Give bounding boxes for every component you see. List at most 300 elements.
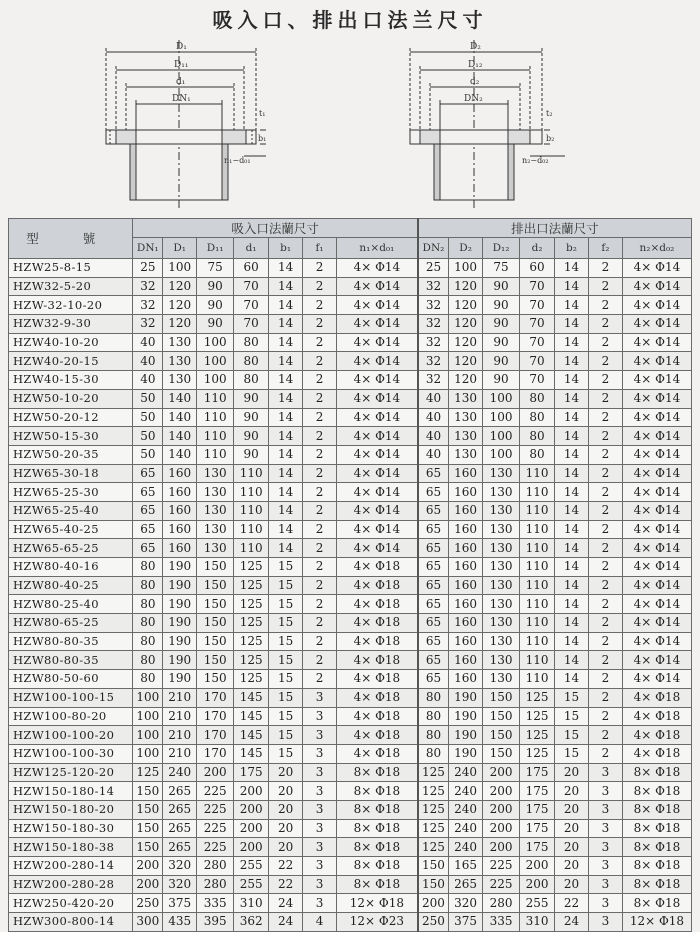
table-cell: 170 (197, 726, 234, 745)
table-cell: 3 (588, 913, 622, 932)
table-cell: 240 (449, 838, 483, 857)
table-cell: 130 (483, 670, 520, 689)
table-cell: 160 (449, 558, 483, 577)
table-cell: 265 (449, 875, 483, 894)
model-cell: HZW65-25-30 (9, 483, 133, 502)
column-header: D₁ (163, 238, 197, 259)
table-cell: 130 (449, 445, 483, 464)
table-cell: 14 (555, 296, 589, 315)
table-cell: 80 (133, 595, 163, 614)
table-cell: 3 (303, 744, 337, 763)
table-cell: 2 (303, 259, 337, 278)
table-row (9, 857, 692, 876)
table-cell: 15 (269, 726, 303, 745)
table-cell: 8× Φ18 (622, 857, 691, 876)
table-cell: 15 (269, 614, 303, 633)
table-cell: 20 (269, 782, 303, 801)
table-cell: 110 (234, 464, 269, 483)
table-cell: 120 (163, 315, 197, 334)
table-cell: 2 (588, 277, 622, 296)
table-cell: 3 (303, 782, 337, 801)
model-cell: HZW50-10-20 (9, 389, 133, 408)
table-cell: 200 (483, 763, 520, 782)
table-cell: 14 (269, 352, 303, 371)
model-cell: HZW200-280-14 (9, 857, 133, 876)
table-cell: 14 (555, 352, 589, 371)
table-cell: 110 (197, 389, 234, 408)
table-cell: 210 (163, 726, 197, 745)
table-cell: 4× Φ14 (622, 371, 691, 390)
table-row (9, 595, 692, 614)
table-cell: 190 (449, 744, 483, 763)
table-cell: 15 (269, 744, 303, 763)
table-cell: 8× Φ18 (336, 838, 417, 857)
table-row (9, 894, 692, 913)
suction-header: 吸入口法蘭尺寸 (133, 219, 418, 238)
table-cell: 4× Φ18 (336, 614, 417, 633)
table-cell: 8× Φ18 (336, 763, 417, 782)
table-row (9, 352, 692, 371)
table-cell: 14 (269, 315, 303, 334)
table-cell: 150 (133, 819, 163, 838)
table-cell: 14 (555, 371, 589, 390)
table-cell: 125 (418, 782, 449, 801)
table-cell: 200 (234, 782, 269, 801)
table-cell: 80 (520, 408, 555, 427)
table-cell: 130 (197, 501, 234, 520)
table-row (9, 371, 692, 390)
table-cell: 200 (234, 838, 269, 857)
table-cell: 125 (234, 651, 269, 670)
table-cell: 2 (588, 333, 622, 352)
table-cell: 65 (418, 651, 449, 670)
table-row (9, 763, 692, 782)
table-cell: 100 (197, 333, 234, 352)
table-cell: 8× Φ18 (622, 819, 691, 838)
table-cell: 200 (483, 782, 520, 801)
table-cell: 2 (303, 371, 337, 390)
model-cell: HZW80-40-25 (9, 576, 133, 595)
table-cell: 15 (269, 558, 303, 577)
table-cell: 3 (303, 726, 337, 745)
table-row (9, 744, 692, 763)
table-cell: 15 (269, 576, 303, 595)
table-cell: 4× Φ18 (622, 707, 691, 726)
table-cell: 210 (163, 707, 197, 726)
table-cell: 120 (163, 277, 197, 296)
table-cell: 320 (163, 875, 197, 894)
table-cell: 120 (449, 277, 483, 296)
table-cell: 200 (483, 838, 520, 857)
model-cell: HZW32-9-30 (9, 315, 133, 334)
table-cell: 14 (555, 520, 589, 539)
table-cell: 14 (555, 595, 589, 614)
table-cell: 80 (520, 389, 555, 408)
table-row (9, 688, 692, 707)
table-cell: 20 (555, 763, 589, 782)
table-cell: 14 (555, 389, 589, 408)
table-cell: 110 (520, 651, 555, 670)
table-cell: 265 (163, 800, 197, 819)
table-cell: 70 (520, 296, 555, 315)
model-cell: HZW50-20-12 (9, 408, 133, 427)
table-cell: 4× Φ18 (622, 726, 691, 745)
column-header: D₁₁ (197, 238, 234, 259)
table-cell: 265 (163, 838, 197, 857)
table-cell: 40 (418, 445, 449, 464)
table-cell: 140 (163, 408, 197, 427)
table-cell: 20 (555, 819, 589, 838)
table-cell: 3 (588, 894, 622, 913)
table-cell: 90 (483, 315, 520, 334)
table-cell: 170 (197, 688, 234, 707)
model-cell: HZW80-50-60 (9, 670, 133, 689)
table-cell: 130 (483, 483, 520, 502)
table-row (9, 259, 692, 278)
table-cell: 70 (520, 371, 555, 390)
table-cell: 200 (483, 800, 520, 819)
table-cell: 12× Φ23 (336, 913, 417, 932)
table-cell: 50 (133, 408, 163, 427)
table-cell: 130 (197, 464, 234, 483)
table-cell: 2 (303, 632, 337, 651)
dim-label-dn: DN₂ (464, 94, 483, 104)
table-cell: 100 (483, 445, 520, 464)
table-cell: 8× Φ18 (622, 782, 691, 801)
table-row (9, 483, 692, 502)
table-cell: 160 (449, 501, 483, 520)
table-cell: 8× Φ18 (622, 800, 691, 819)
table-cell: 125 (418, 819, 449, 838)
table-cell: 100 (133, 707, 163, 726)
model-cell: HZW40-20-15 (9, 352, 133, 371)
table-cell: 4× Φ14 (336, 352, 417, 371)
table-row (9, 558, 692, 577)
table-cell: 90 (483, 333, 520, 352)
table-cell: 110 (520, 539, 555, 558)
table-cell: 4× Φ14 (622, 445, 691, 464)
table-row (9, 277, 692, 296)
table-cell: 110 (234, 520, 269, 539)
table-row (9, 333, 692, 352)
table-cell: 2 (588, 726, 622, 745)
table-cell: 225 (197, 800, 234, 819)
table-cell: 2 (588, 315, 622, 334)
table-cell: 2 (588, 408, 622, 427)
model-cell: HZW300-800-14 (9, 913, 133, 932)
table-cell: 265 (163, 782, 197, 801)
table-cell: 4 (303, 913, 337, 932)
discharge-flange-diagram (400, 30, 570, 210)
column-header: d₁ (234, 238, 269, 259)
table-cell: 160 (163, 464, 197, 483)
table-cell: 150 (197, 651, 234, 670)
table-row (9, 408, 692, 427)
table-cell: 2 (588, 520, 622, 539)
table-cell: 90 (483, 352, 520, 371)
table-cell: 2 (588, 371, 622, 390)
table-cell: 3 (588, 763, 622, 782)
table-cell: 4× Φ14 (336, 539, 417, 558)
table-cell: 395 (197, 913, 234, 932)
table-cell: 80 (418, 726, 449, 745)
table-cell: 15 (269, 670, 303, 689)
table-cell: 2 (588, 614, 622, 633)
discharge-header: 排出口法蘭尺寸 (418, 219, 692, 238)
table-cell: 160 (163, 501, 197, 520)
table-cell: 14 (555, 427, 589, 446)
table-cell: 150 (418, 857, 449, 876)
table-cell: 4× Φ14 (622, 333, 691, 352)
table-cell: 8× Φ18 (336, 800, 417, 819)
table-cell: 90 (197, 315, 234, 334)
table-cell: 32 (133, 315, 163, 334)
table-cell: 160 (449, 632, 483, 651)
table-cell: 2 (588, 389, 622, 408)
table-row (9, 875, 692, 894)
table-cell: 65 (418, 576, 449, 595)
table-cell: 2 (303, 277, 337, 296)
table-cell: 190 (163, 595, 197, 614)
table-cell: 2 (303, 539, 337, 558)
table-cell: 130 (163, 371, 197, 390)
table-cell: 110 (520, 632, 555, 651)
table-cell: 130 (483, 651, 520, 670)
table-cell: 150 (483, 726, 520, 745)
dim-label-small-d: d₂ (470, 77, 480, 87)
table-cell: 4× Φ14 (622, 464, 691, 483)
table-cell: 130 (483, 539, 520, 558)
table-cell: 4× Φ18 (336, 576, 417, 595)
model-cell: HZW50-15-30 (9, 427, 133, 446)
table-cell: 175 (520, 838, 555, 857)
table-cell: 4× Φ18 (336, 595, 417, 614)
table-cell: 160 (449, 595, 483, 614)
model-cell: HZW65-40-25 (9, 520, 133, 539)
table-row (9, 651, 692, 670)
table-cell: 125 (418, 800, 449, 819)
table-cell: 80 (133, 614, 163, 633)
table-cell: 160 (449, 670, 483, 689)
table-cell: 150 (133, 800, 163, 819)
table-row (9, 464, 692, 483)
table-cell: 4× Φ14 (622, 520, 691, 539)
table-cell: 32 (418, 296, 449, 315)
table-cell: 2 (588, 651, 622, 670)
table-cell: 190 (449, 688, 483, 707)
table-cell: 4× Φ14 (622, 296, 691, 315)
table-cell: 75 (483, 259, 520, 278)
table-cell: 80 (234, 352, 269, 371)
table-cell: 32 (418, 315, 449, 334)
table-cell: 14 (269, 259, 303, 278)
table-cell: 4× Φ14 (622, 501, 691, 520)
table-cell: 4× Φ14 (336, 483, 417, 502)
table-cell: 3 (303, 763, 337, 782)
table-cell: 130 (449, 427, 483, 446)
model-cell: HZW250-420-20 (9, 894, 133, 913)
table-cell: 24 (555, 913, 589, 932)
table-cell: 70 (520, 333, 555, 352)
table-cell: 130 (483, 520, 520, 539)
model-cell: HZW65-65-25 (9, 539, 133, 558)
model-cell: HZW125-120-20 (9, 763, 133, 782)
table-cell: 20 (269, 800, 303, 819)
table-cell: 125 (234, 670, 269, 689)
table-cell: 3 (588, 857, 622, 876)
table-cell: 4× Φ14 (336, 315, 417, 334)
table-cell: 160 (449, 520, 483, 539)
table-cell: 125 (520, 744, 555, 763)
table-cell: 4× Φ18 (336, 707, 417, 726)
table-cell: 4× Φ14 (336, 259, 417, 278)
table-cell: 3 (303, 857, 337, 876)
model-cell: HZW100-100-30 (9, 744, 133, 763)
table-cell: 4× Φ14 (622, 408, 691, 427)
table-cell: 150 (133, 782, 163, 801)
table-cell: 15 (269, 651, 303, 670)
table-cell: 130 (197, 539, 234, 558)
table-cell: 250 (133, 894, 163, 913)
table-cell: 4× Φ14 (622, 558, 691, 577)
table-cell: 130 (483, 595, 520, 614)
table-cell: 14 (555, 483, 589, 502)
table-cell: 15 (269, 595, 303, 614)
table-cell: 90 (483, 277, 520, 296)
model-cell: HZW150-180-30 (9, 819, 133, 838)
column-header: n₂×d₀₂ (622, 238, 691, 259)
table-cell: 200 (234, 800, 269, 819)
table-cell: 4× Φ14 (622, 632, 691, 651)
table-cell: 170 (197, 707, 234, 726)
table-cell: 125 (234, 632, 269, 651)
table-cell: 175 (520, 782, 555, 801)
table-cell: 110 (520, 595, 555, 614)
table-cell: 14 (269, 371, 303, 390)
table-cell: 4× Φ14 (336, 501, 417, 520)
table-cell: 150 (418, 875, 449, 894)
table-cell: 100 (133, 744, 163, 763)
table-cell: 190 (163, 632, 197, 651)
table-cell: 20 (555, 875, 589, 894)
table-cell: 2 (303, 595, 337, 614)
table-cell: 14 (269, 296, 303, 315)
table-cell: 80 (234, 333, 269, 352)
table-cell: 70 (520, 277, 555, 296)
table-cell: 110 (520, 501, 555, 520)
table-cell: 160 (449, 464, 483, 483)
table-cell: 60 (520, 259, 555, 278)
table-cell: 130 (483, 501, 520, 520)
table-row (9, 632, 692, 651)
table-cell: 14 (555, 315, 589, 334)
table-cell: 14 (555, 464, 589, 483)
table-cell: 150 (197, 576, 234, 595)
table-cell: 210 (163, 744, 197, 763)
table-cell: 190 (163, 614, 197, 633)
table-cell: 80 (133, 576, 163, 595)
table-cell: 150 (197, 632, 234, 651)
table-cell: 20 (269, 763, 303, 782)
table-cell: 125 (234, 614, 269, 633)
table-cell: 120 (449, 371, 483, 390)
table-cell: 15 (555, 726, 589, 745)
model-cell: HZW40-15-30 (9, 371, 133, 390)
table-cell: 4× Φ14 (622, 315, 691, 334)
table-cell: 2 (588, 445, 622, 464)
table-cell: 80 (133, 651, 163, 670)
table-cell: 65 (133, 539, 163, 558)
table-cell: 120 (449, 315, 483, 334)
table-cell: 2 (303, 501, 337, 520)
table-cell: 280 (197, 857, 234, 876)
table-cell: 130 (197, 520, 234, 539)
dim-label-d1x: D₁₂ (468, 60, 483, 70)
table-cell: 160 (163, 539, 197, 558)
table-cell: 190 (163, 670, 197, 689)
table-cell: 160 (163, 483, 197, 502)
table-cell: 255 (234, 875, 269, 894)
table-cell: 435 (163, 913, 197, 932)
table-cell: 2 (588, 539, 622, 558)
table-row (9, 913, 692, 932)
table-cell: 265 (163, 819, 197, 838)
table-cell: 80 (418, 688, 449, 707)
table-cell: 65 (418, 670, 449, 689)
table-cell: 150 (133, 838, 163, 857)
table-cell: 4× Φ14 (336, 408, 417, 427)
table-cell: 300 (133, 913, 163, 932)
table-cell: 32 (418, 352, 449, 371)
table-cell: 2 (303, 670, 337, 689)
table-cell: 2 (588, 352, 622, 371)
table-cell: 14 (269, 333, 303, 352)
table-cell: 2 (303, 408, 337, 427)
table-cell: 15 (269, 632, 303, 651)
model-cell: HZW80-40-16 (9, 558, 133, 577)
table-cell: 120 (449, 296, 483, 315)
page-title: 吸入口、排出口法兰尺寸 (212, 8, 488, 32)
table-cell: 60 (234, 259, 269, 278)
table-cell: 4× Φ14 (336, 371, 417, 390)
table-cell: 2 (303, 352, 337, 371)
table-cell: 32 (418, 371, 449, 390)
table-cell: 110 (520, 576, 555, 595)
table-cell: 14 (269, 277, 303, 296)
model-cell: HZW150-180-38 (9, 838, 133, 857)
table-cell: 3 (588, 875, 622, 894)
table-cell: 225 (197, 838, 234, 857)
table-cell: 15 (555, 744, 589, 763)
table-cell: 4× Φ14 (622, 539, 691, 558)
table-cell: 130 (449, 408, 483, 427)
table-cell: 310 (520, 913, 555, 932)
table-cell: 110 (520, 558, 555, 577)
table-cell: 125 (520, 726, 555, 745)
table-cell: 70 (520, 315, 555, 334)
table-cell: 150 (197, 670, 234, 689)
table-cell: 110 (197, 427, 234, 446)
table-cell: 4× Φ14 (622, 614, 691, 633)
table-cell: 20 (555, 800, 589, 819)
table-cell: 80 (133, 670, 163, 689)
table-cell: 150 (197, 558, 234, 577)
table-cell: 4× Φ18 (622, 688, 691, 707)
table-cell: 22 (269, 857, 303, 876)
table-cell: 2 (303, 520, 337, 539)
column-header: f₂ (588, 238, 622, 259)
table-row (9, 315, 692, 334)
